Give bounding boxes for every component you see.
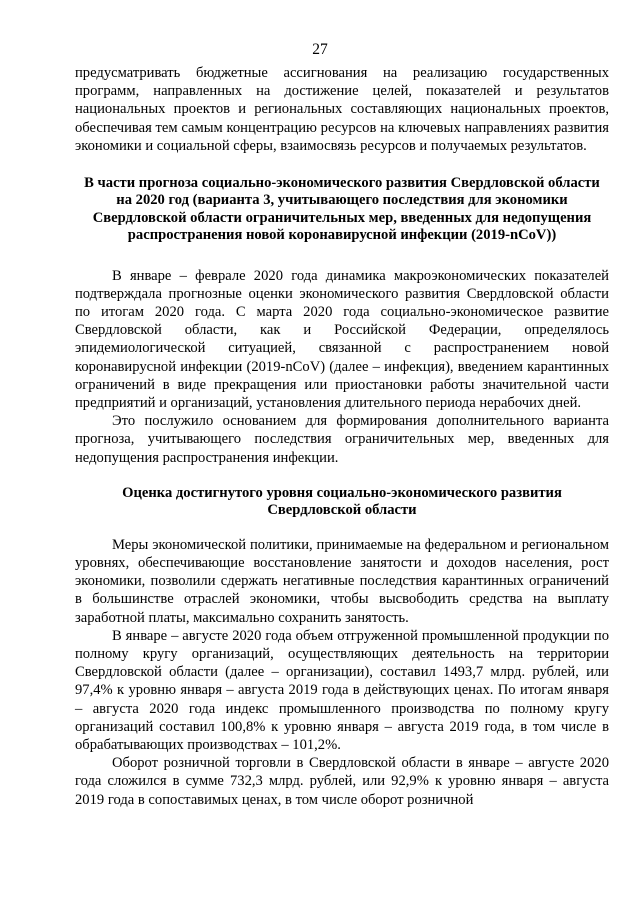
section-2-paragraph-1: Меры экономической политики, принимаемые на федеральном и региональном уровнях, обеспечивающие восстановление занятости и доходов населения, рост экономики, позволили сдержать негативные последствия карантинных ограничений в большинстве отраслей экономики, чтобы высвободить средства на выплату заработной платы, максимально сохранить занятость.: [75, 536, 609, 626]
intro-paragraph: предусматривать бюджетные ассигнования на реализацию государственных программ, направленных на достижение целей, показателей и результатов национальных проектов и региональных составляющих национальных проектов, обеспечивая тем самым концентрацию ресурсов на ключевых направлениях развития экономики и социальной сферы, взаимосвязь ресурсов и получаемых результатов.: [75, 65, 609, 154]
page-number: 27: [312, 41, 328, 58]
section-2-heading: Оценка достигнутого уровня социально-экономического развития Свердловской области: [122, 484, 562, 519]
document-body: [75, 64, 609, 809]
section-2-paragraph-3: Оборот розничной торговли в Свердловской области в январе – августе 2020 года сложился в сумме 732,3 млрд. рублей, или 92,9% к уровню января – августа 2019 года в сопоставимых ценах, в том числе оборот розничной: [75, 755, 609, 808]
section-1-paragraph-2: Это послужило основанием для формирования дополнительного варианта прогноза, учитывающего последствия ограничительных мер, введенных для недопущения распространения инфекции.: [75, 413, 609, 466]
section-1-paragraph-1: В январе – феврале 2020 года динамика макроэкономических показателей подтверждала прогнозные оценки экономического развития Свердловской области по итогам 2020 года. С марта 2020 года социально-экономическое развитие Свердловской области, как и Российской Федерации, определялось эпидемиологической ситуацией, связанной с распространением новой коронавирусной инфекции (2019-nCoV) (далее – инфекция), введением карантинных ограничений в виде прекращения или приостановки работы значительной части предприятий и организаций, установления длительного периода нерабочих дней.: [75, 267, 609, 412]
section-2-paragraph-2: В январе – августе 2020 года объем отгруженной промышленной продукции по полному кругу организаций, осуществляющих деятельность на территории Свердловской области (далее – организации), составил 1493,7 млрд. рублей, или 97,4% к уровню января – августа 2019 года в действующих ценах. По итогам января – августа 2020 года индекс промышленного производства по полному кругу организаций составил 100,8% к уровню января – августа 2019 года, в том числе в обрабатывающих производствах – 101,2%.: [75, 627, 609, 753]
section-1-heading: В части прогноза социально-экономического развития Свердловской области на 2020 год (варианта 3, учитывающего последствия для экономики Свердловской области ограничительных мер, введенных для недопущения распространения новой коронавирусной инфекции (2019-nCoV)): [84, 175, 600, 244]
